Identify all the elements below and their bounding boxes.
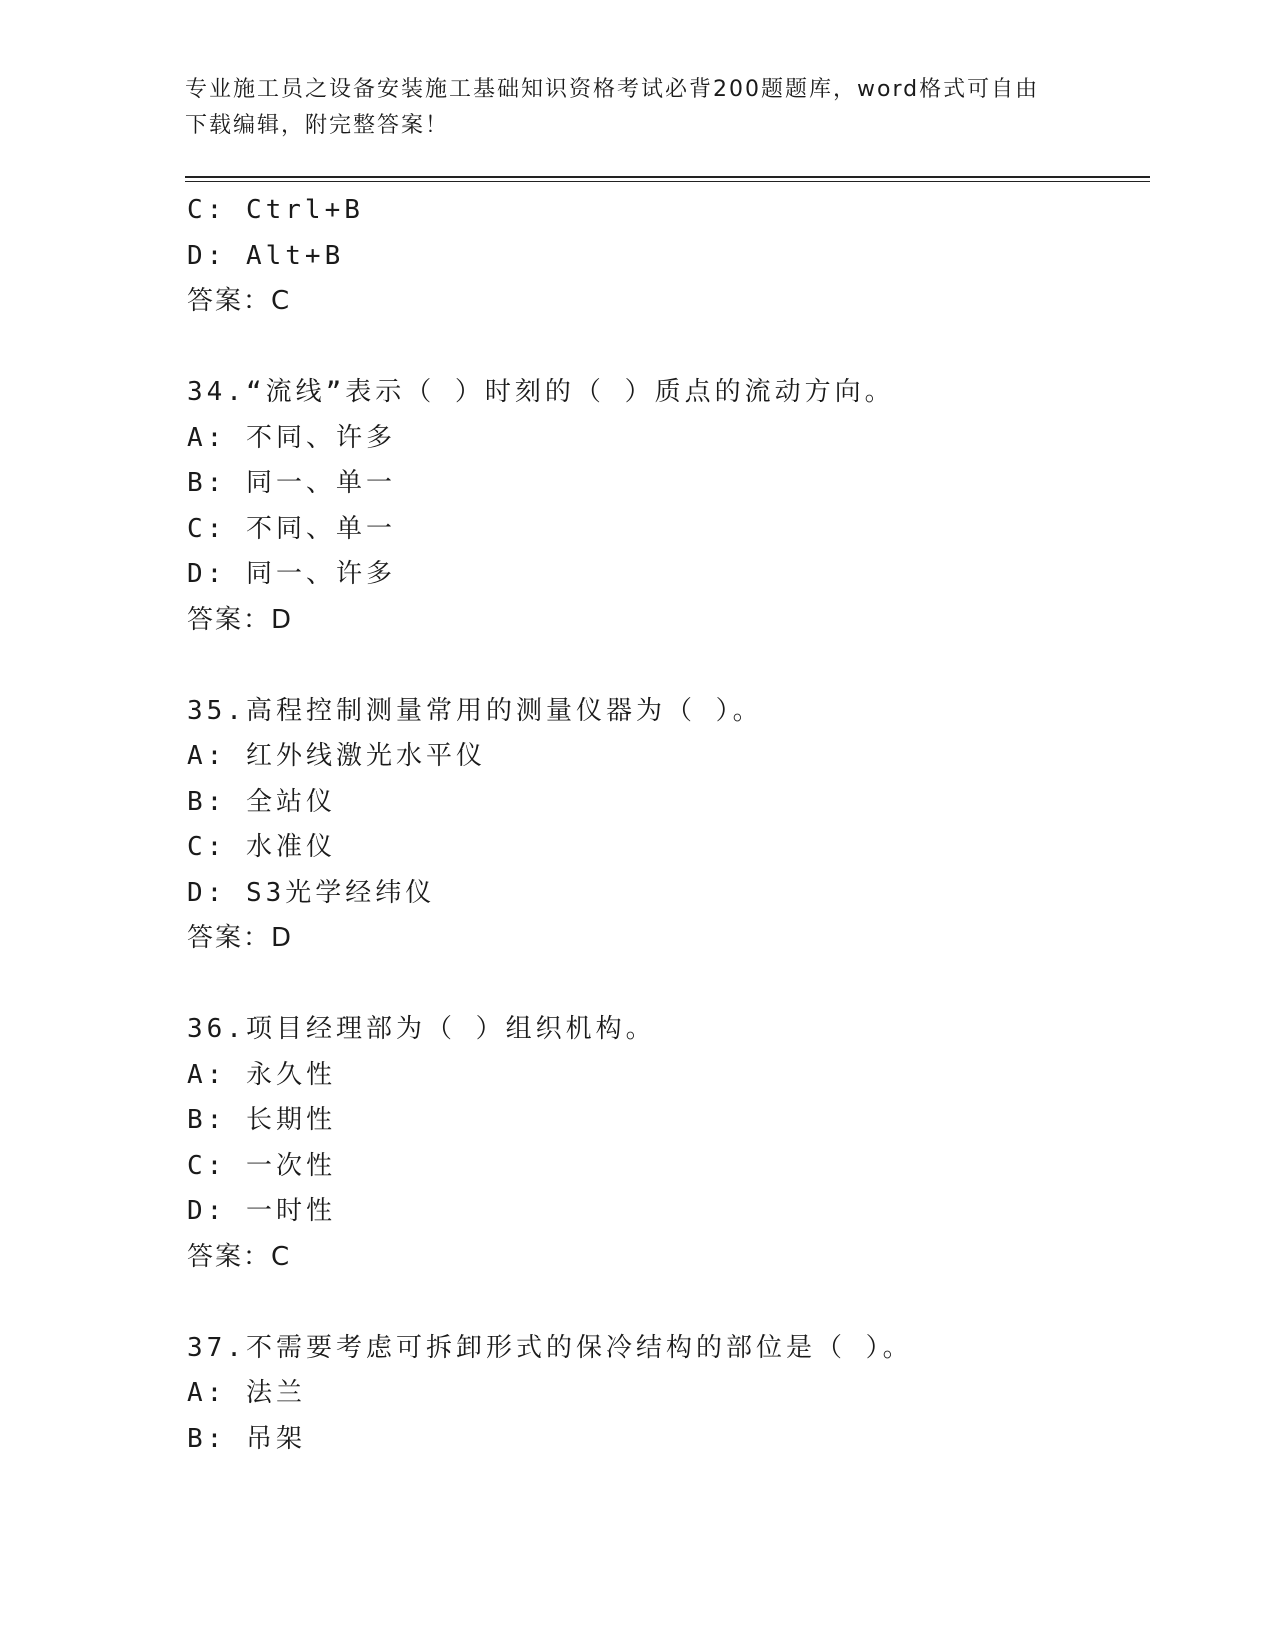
option-b: B: 吊架	[187, 1423, 306, 1454]
question-35	[187, 689, 1147, 962]
header-line-2: 下载编辑，附完整答案！	[185, 113, 450, 138]
option-a: A: 永久性	[187, 1059, 336, 1090]
question-36	[187, 1007, 1147, 1280]
question-34	[187, 370, 1147, 643]
question-text: 36.项目经理部为（ ）组织机构。	[187, 1014, 656, 1044]
option-c: C: 不同、单一	[187, 513, 396, 544]
answer: 答案：D	[187, 604, 294, 635]
option-c: C: 一次性	[187, 1150, 336, 1181]
option-d: D: 同一、许多	[187, 559, 396, 589]
option-d: D: Alt+B	[187, 240, 345, 271]
option-b: B: 长期性	[187, 1105, 336, 1135]
question-text: 34.“流线”表示（ ）时刻的（ ）质点的流动方向。	[187, 377, 895, 407]
option-c: C: 水准仪	[187, 832, 336, 862]
option-b: B: 全站仪	[187, 786, 336, 817]
option-c: C: Ctrl+B	[187, 195, 364, 225]
option-a: A: 法兰	[187, 1378, 306, 1408]
option-b: B: 同一、单一	[187, 468, 396, 498]
header-line-1: 专业施工员之设备安装施工基础知识资格考试必背200题题库，word格式可自由	[185, 77, 1040, 102]
option-a: A: 红外线激光水平仪	[187, 741, 486, 771]
header-divider	[185, 176, 1150, 178]
answer: 答案：C	[187, 286, 292, 316]
question-list	[187, 188, 1147, 1462]
spacer	[187, 962, 1147, 1008]
spacer	[187, 1280, 1147, 1326]
answer: 答案：D	[187, 923, 294, 953]
question-33-tail	[187, 188, 1147, 325]
option-d: D: S3光学经纬仪	[187, 877, 436, 908]
spacer	[187, 325, 1147, 371]
option-d: D: 一时性	[187, 1196, 336, 1226]
spacer	[187, 643, 1147, 689]
question-37	[187, 1326, 1147, 1463]
question-text: 35.高程控制测量常用的测量仪器为（ ）。	[187, 695, 763, 726]
question-text: 37.不需要考虑可拆卸形式的保冷结构的部位是（ ）。	[187, 1332, 913, 1363]
option-a: A: 不同、许多	[187, 422, 396, 453]
page-header	[185, 72, 1065, 144]
answer: 答案：C	[187, 1241, 292, 1272]
